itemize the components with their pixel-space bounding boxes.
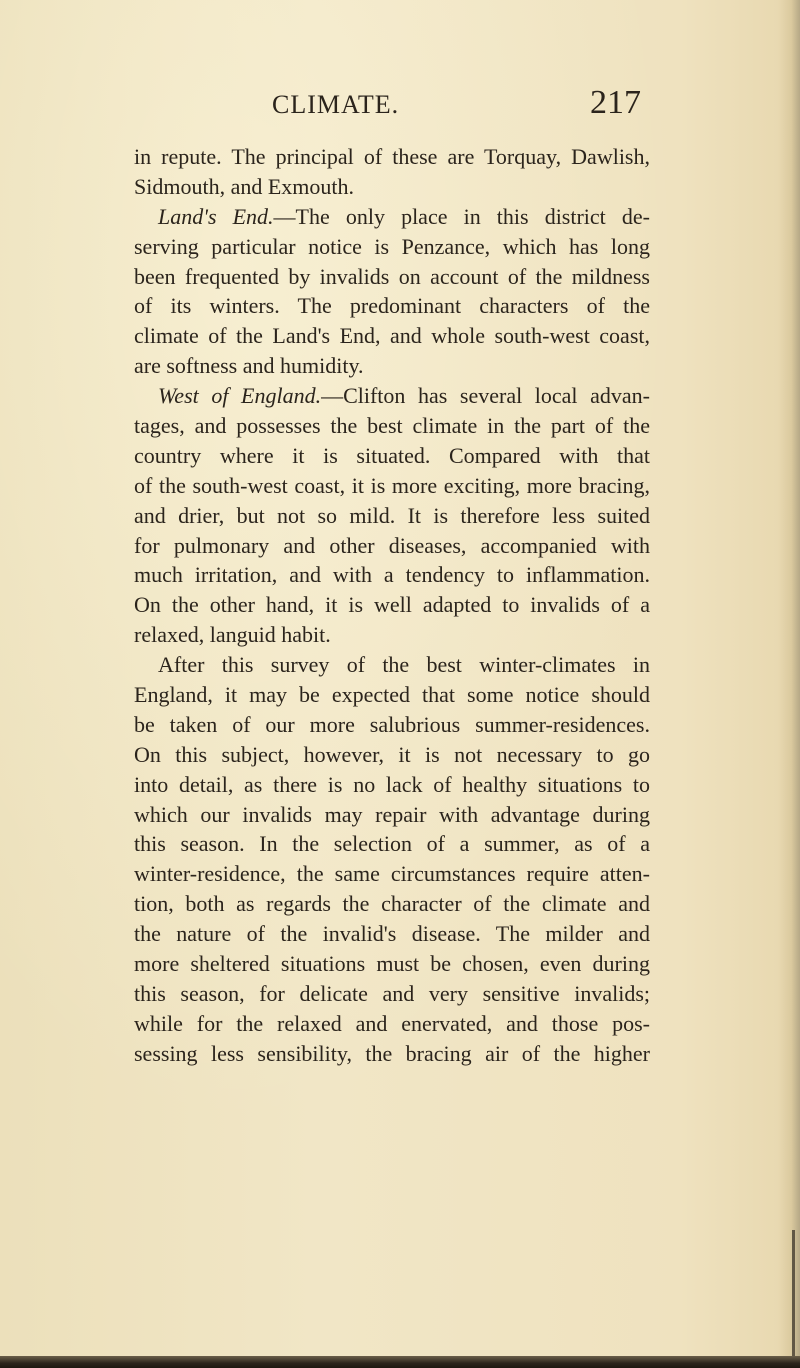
text-line: On the other hand, it is well adapted to invalids of a [134, 592, 650, 618]
text-line: of its winters. The predominant characters of the [134, 293, 650, 319]
text-line [134, 202, 650, 232]
page-edge-line [792, 1230, 795, 1360]
text-line: sessing less sensibility, the bracing air of the higher [134, 1040, 650, 1066]
text-line: much irritation, and with a tendency to inflammation. [134, 562, 650, 588]
text-line-content: —Clifton has several local advan- [321, 383, 650, 409]
text-line: are softness and humidity. [134, 353, 364, 379]
running-head: CLIMATE. [272, 90, 400, 119]
text-line: tages, and possesses the best climate in the part of the [134, 413, 650, 439]
text-line: been frequented by invalids on account of the mildness [134, 263, 650, 289]
text-line [134, 381, 650, 411]
text-line: which our invalids may repair with advantage during [134, 801, 650, 827]
text-line: into detail, as there is no lack of healthy situations to [134, 771, 650, 797]
page-number: 217 [590, 84, 641, 121]
text-line: relaxed, languid habit. [134, 622, 331, 648]
text-line-content: —The only place in this district de- [273, 203, 650, 229]
page-bottom-edge [0, 1356, 800, 1368]
text-line: serving particular notice is Penzance, which has long [134, 233, 650, 259]
text-line: in repute. The principal of these are Torquay, Dawlish, [134, 144, 650, 169]
text-line: this season. In the selection of a summer, as of a [134, 831, 650, 857]
text-line: more sheltered situations must be chosen, even during [134, 951, 650, 977]
text-line: be taken of our more salubrious summer-residences. [134, 711, 650, 737]
text-line: while for the relaxed and enervated, and those pos- [134, 1010, 650, 1036]
body-text [134, 142, 650, 1069]
text-line: of the south-west coast, it is more exciting, more bracing, [134, 472, 650, 498]
section-heading-lands-end: Land's End. [158, 203, 274, 229]
text-line: On this subject, however, it is not necessary to go [134, 741, 650, 767]
text-line: this season, for delicate and very sensitive invalids; [134, 980, 650, 1006]
text-line: After this survey of the best winter-climates in [158, 652, 650, 678]
text-line: Sidmouth, and Exmouth. [134, 173, 354, 199]
text-line: England, it may be expected that some notice should [134, 682, 650, 708]
text-line: country where it is situated. Compared with that [134, 442, 650, 468]
text-line: the nature of the invalid's disease. The milder and [134, 921, 650, 947]
text-line: and drier, but not so mild. It is therefore less suited [134, 502, 650, 528]
section-heading-west-of-england: West of England. [158, 383, 322, 409]
page-header [0, 84, 800, 134]
text-line: for pulmonary and other diseases, accompanied with [134, 532, 650, 558]
text-line: climate of the Land's End, and whole south-west coast, [134, 323, 650, 349]
text-line: tion, both as regards the character of the climate and [134, 891, 650, 917]
page-edge-shadow [778, 0, 800, 1368]
text-line: winter-residence, the same circumstances require atten- [134, 861, 650, 887]
